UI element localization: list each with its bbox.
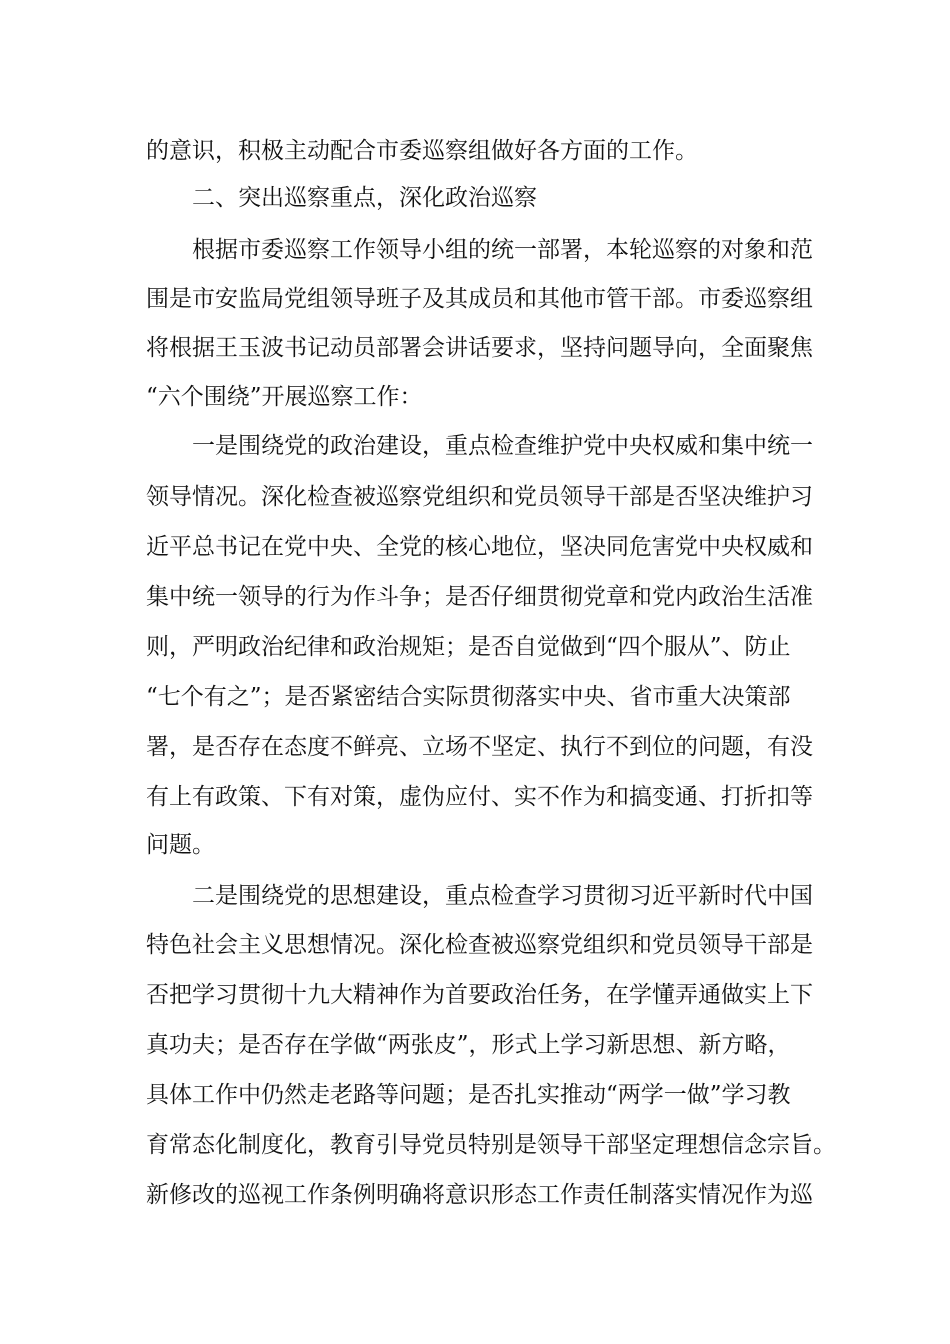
text-line-8: 领导情况。深化检查被巡察党组织和党员领导干部是否坚决维护习: [146, 484, 813, 510]
section-heading: 二、突出巡察重点，深化政治巡察: [192, 185, 537, 211]
text-line-14: 有上有政策、下有对策，虚伪应付、实不作为和搞变通、打折扣等: [146, 784, 813, 810]
text-line-15: 问题。: [146, 832, 215, 858]
text-line-22: 新修改的巡视工作条例明确将意识形态工作责任制落实情况作为巡: [146, 1182, 813, 1208]
text-line-20: 具体工作中仍然走老路等问题；是否扎实推动“两学一做”学习教: [146, 1082, 791, 1108]
text-line-17: 特色社会主义思想情况。深化检查被巡察党组织和党员领导干部是: [146, 932, 813, 958]
text-line-21: 育常态化制度化，教育引导党员特别是领导干部坚定理想信念宗旨。: [146, 1132, 836, 1158]
text-line-12: “七个有之”；是否紧密结合实际贯彻落实中央、省市重大决策部: [146, 684, 791, 710]
text-line-19: 真功夫；是否存在学做“两张皮”，形式上学习新思想、新方略，: [146, 1032, 791, 1058]
text-line-5: 将根据王玉波书记动员部署会讲话要求，坚持问题导向，全面聚焦: [146, 335, 813, 361]
text-line-4: 围是市安监局党组领导班子及其成员和其他市管干部。市委巡察组: [146, 286, 813, 312]
text-line-3: 根据市委巡察工作领导小组的统一部署，本轮巡察的对象和范: [192, 237, 813, 263]
text-line-16: 二是围绕党的思想建设，重点检查学习贯彻习近平新时代中国: [192, 883, 813, 909]
text-line-7: 一是围绕党的政治建设，重点检查维护党中央权威和集中统一: [192, 433, 813, 459]
text-line-10: 集中统一领导的行为作斗争；是否仔细贯彻党章和党内政治生活准: [146, 584, 813, 610]
text-line-11: 则，严明政治纪律和政治规矩；是否自觉做到“四个服从”、防止: [146, 634, 791, 660]
text-line-13: 署，是否存在态度不鲜亮、立场不坚定、执行不到位的问题，有没: [146, 734, 813, 760]
text-line-18: 否把学习贯彻十九大精神作为首要政治任务，在学懂弄通做实上下: [146, 982, 813, 1008]
text-line-1: 的意识，积极主动配合市委巡察组做好各方面的工作。: [146, 138, 698, 164]
text-line-6: “六个围绕”开展巡察工作：: [146, 384, 423, 410]
text-line-9: 近平总书记在党中央、全党的核心地位，坚决同危害党中央权威和: [146, 534, 813, 560]
